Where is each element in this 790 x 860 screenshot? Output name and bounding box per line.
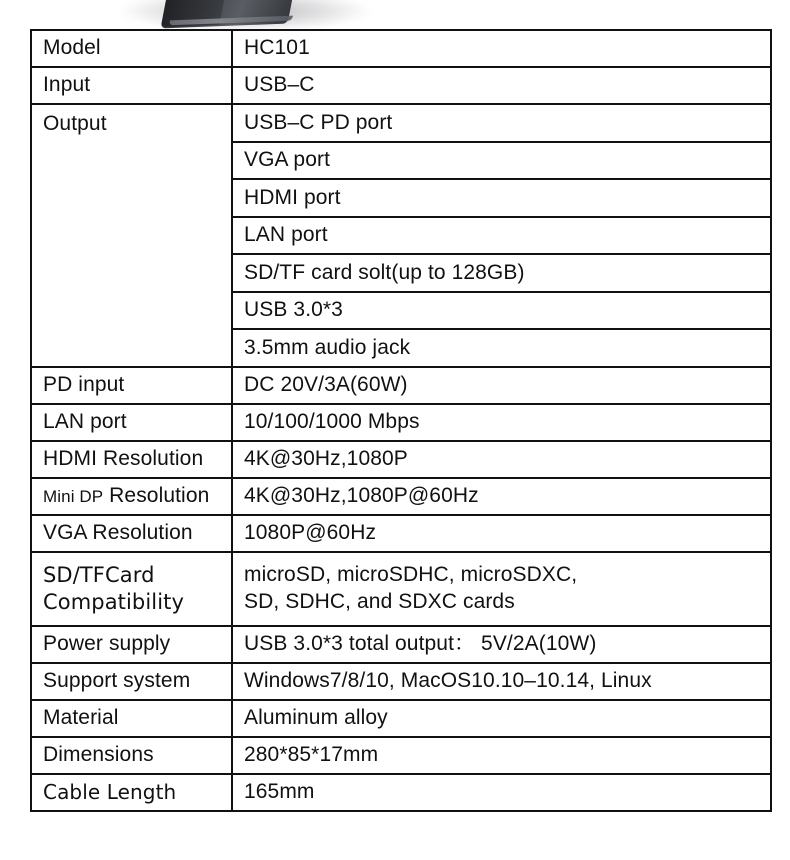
spec-value-vga-resolution: 1080P@60Hz	[232, 515, 771, 552]
spec-value-sdtf-line2: SD, SDHC, and SDXC cards	[244, 589, 515, 613]
spec-label-dimensions: Dimensions	[31, 737, 232, 774]
spec-value-output-vga: VGA port	[232, 142, 771, 180]
spec-label-minidp-prefix: Mini DP	[43, 486, 104, 506]
spec-value-dimensions: 280*85*17mm	[232, 737, 771, 774]
spec-label-input: Input	[31, 67, 232, 104]
spec-label-hdmi-resolution: HDMI Resolution	[31, 441, 232, 478]
hub-bottom-edge-icon	[169, 16, 293, 26]
spec-value-input: USB–C	[232, 67, 771, 104]
spec-value-power-supply: USB 3.0*3 total output： 5V/2A(10W)	[232, 626, 771, 663]
table-row	[31, 552, 771, 626]
spec-label-vga-resolution: VGA Resolution	[31, 515, 232, 552]
spec-value-output-lan: LAN port	[232, 217, 771, 255]
table-row	[31, 663, 771, 700]
spec-label-cable-length: Cable Length	[31, 774, 232, 811]
spec-value-model: HC101	[232, 30, 771, 67]
spec-label-lan-port: LAN port	[31, 404, 232, 441]
spec-value-output-sdtf: SD/TF card solt(up to 128GB)	[232, 254, 771, 292]
spec-label-sdtf-line2: Compatibility	[43, 589, 185, 614]
hub-body-icon	[161, 0, 302, 28]
table-row	[31, 700, 771, 737]
spec-value-output-usbc-pd: USB–C PD port	[232, 104, 771, 142]
product-photo-shadow	[120, 0, 370, 28]
spec-value-minidp-resolution: 4K@30Hz,1080P@60Hz	[232, 478, 771, 515]
spec-value-sdtf-compatibility	[232, 552, 771, 626]
spec-value-material: Aluminum alloy	[232, 700, 771, 737]
spec-value-output-usb30: USB 3.0*3	[232, 292, 771, 330]
table-row	[31, 515, 771, 552]
spec-label-output: Output	[31, 104, 232, 367]
spec-label-minidp-resolution	[31, 478, 232, 515]
table-row	[31, 478, 771, 515]
spec-label-minidp-suffix: Resolution	[109, 483, 210, 507]
spec-value-output-hdmi: HDMI port	[232, 179, 771, 217]
hub-front-face-icon	[161, 0, 233, 27]
spec-value-lan-port: 10/100/1000 Mbps	[232, 404, 771, 441]
table-row	[31, 774, 771, 811]
spec-label-model: Model	[31, 30, 232, 67]
spec-label-sdtf-compatibility	[31, 552, 232, 626]
table-row	[31, 67, 771, 104]
specification-table	[30, 29, 772, 812]
table-row	[31, 104, 771, 142]
product-photo	[0, 0, 790, 30]
spec-value-cable-length: 165mm	[232, 774, 771, 811]
spec-value-support-system: Windows7/8/10, MacOS10.10–10.14, Linux	[232, 663, 771, 700]
spec-value-output-audio: 3.5mm audio jack	[232, 329, 771, 367]
spec-value-sdtf-line1: microSD, microSDHC, microSDXC,	[244, 563, 578, 587]
spec-label-material: Material	[31, 700, 232, 737]
table-row	[31, 441, 771, 478]
spec-label-sdtf-line1: SD/TFCard	[43, 563, 155, 588]
table-row	[31, 30, 771, 67]
table-row	[31, 626, 771, 663]
spec-value-pd-input: DC 20V/3A(60W)	[232, 367, 771, 404]
spec-value-hdmi-resolution: 4K@30Hz,1080P	[232, 441, 771, 478]
table-row	[31, 367, 771, 404]
spec-label-pd-input: PD input	[31, 367, 232, 404]
table-row	[31, 737, 771, 774]
spec-label-power-supply: Power supply	[31, 626, 232, 663]
table-row	[31, 404, 771, 441]
spec-label-support-system: Support system	[31, 663, 232, 700]
